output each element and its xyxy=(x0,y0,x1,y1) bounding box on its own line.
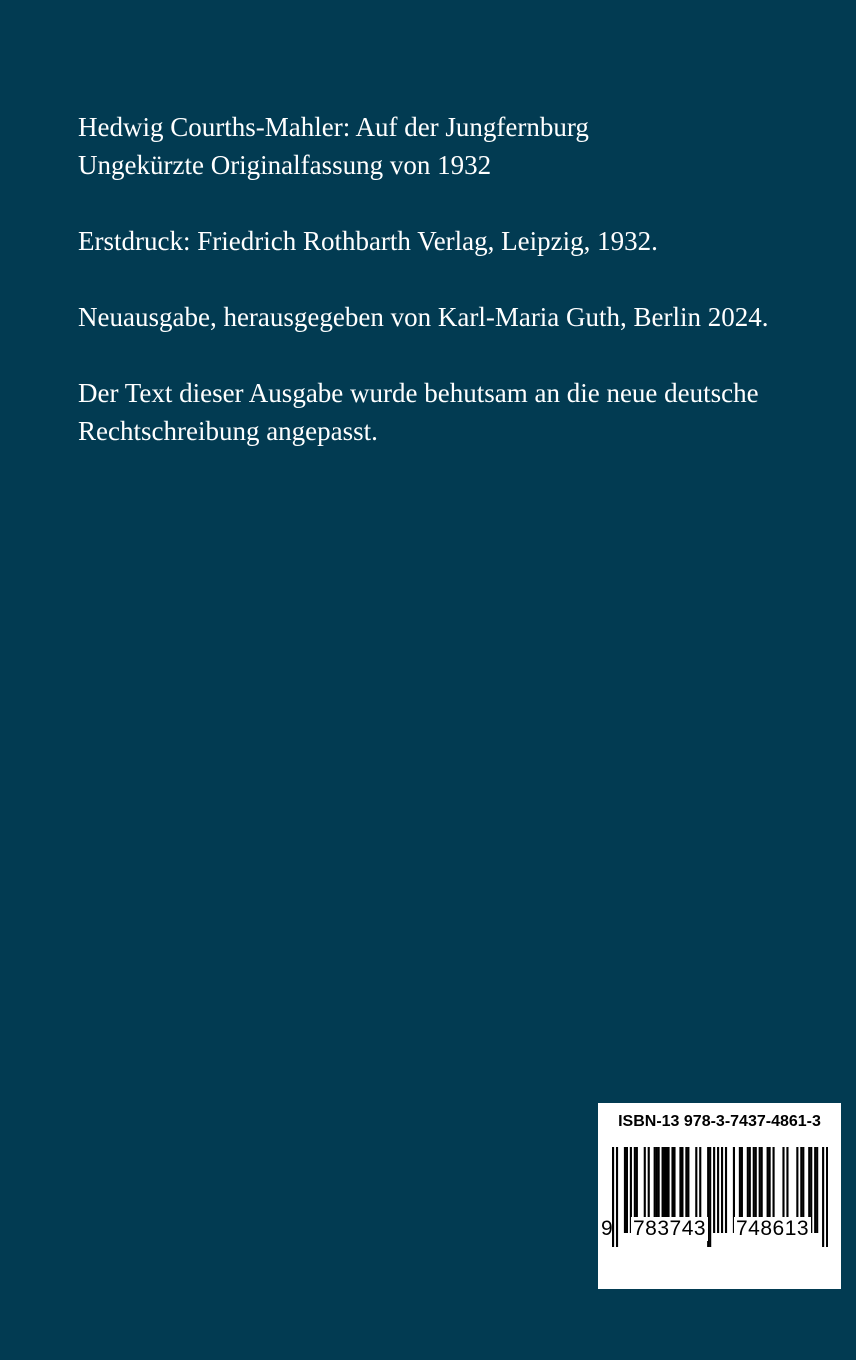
isbn-box xyxy=(598,1103,841,1289)
barcode-bar xyxy=(709,1147,711,1247)
barcode-bar xyxy=(624,1147,626,1233)
note-line-1: Der Text dieser Ausgabe wurde behutsam an die neue deutsche xyxy=(78,378,759,408)
barcode-digit-first: 9 xyxy=(601,1217,613,1240)
edition-line: Ungekürzte Originalfassung von 1932 xyxy=(78,150,492,180)
barcode-bar xyxy=(725,1147,727,1233)
barcode-bar xyxy=(616,1147,618,1247)
barcode-bar xyxy=(721,1147,723,1233)
barcode-digits-left: 783743 xyxy=(633,1217,707,1240)
isbn-label: ISBN-13 978-3-7437-4861-3 xyxy=(618,1113,821,1130)
barcode-digits-right: 748613 xyxy=(736,1217,810,1240)
barcode-bar xyxy=(626,1147,628,1233)
barcode-bar xyxy=(814,1147,816,1233)
barcode-bar xyxy=(717,1147,719,1233)
barcode-bar xyxy=(822,1147,824,1247)
barcode-bar xyxy=(816,1147,818,1233)
colophon xyxy=(78,108,818,450)
barcode-bar xyxy=(826,1147,828,1247)
first-print-line: Erstdruck: Friedrich Rothbarth Verlag, Leipzig, 1932. xyxy=(78,226,658,256)
note-line-2: Rechtschreibung angepasst. xyxy=(78,416,378,446)
new-edition-line: Neuausgabe, herausgegeben von Karl-Maria Guth, Berlin 2024. xyxy=(78,302,769,332)
barcode-bar xyxy=(713,1147,715,1233)
title-line: Hedwig Courths-Mahler: Auf der Jungfernburg xyxy=(78,112,589,142)
